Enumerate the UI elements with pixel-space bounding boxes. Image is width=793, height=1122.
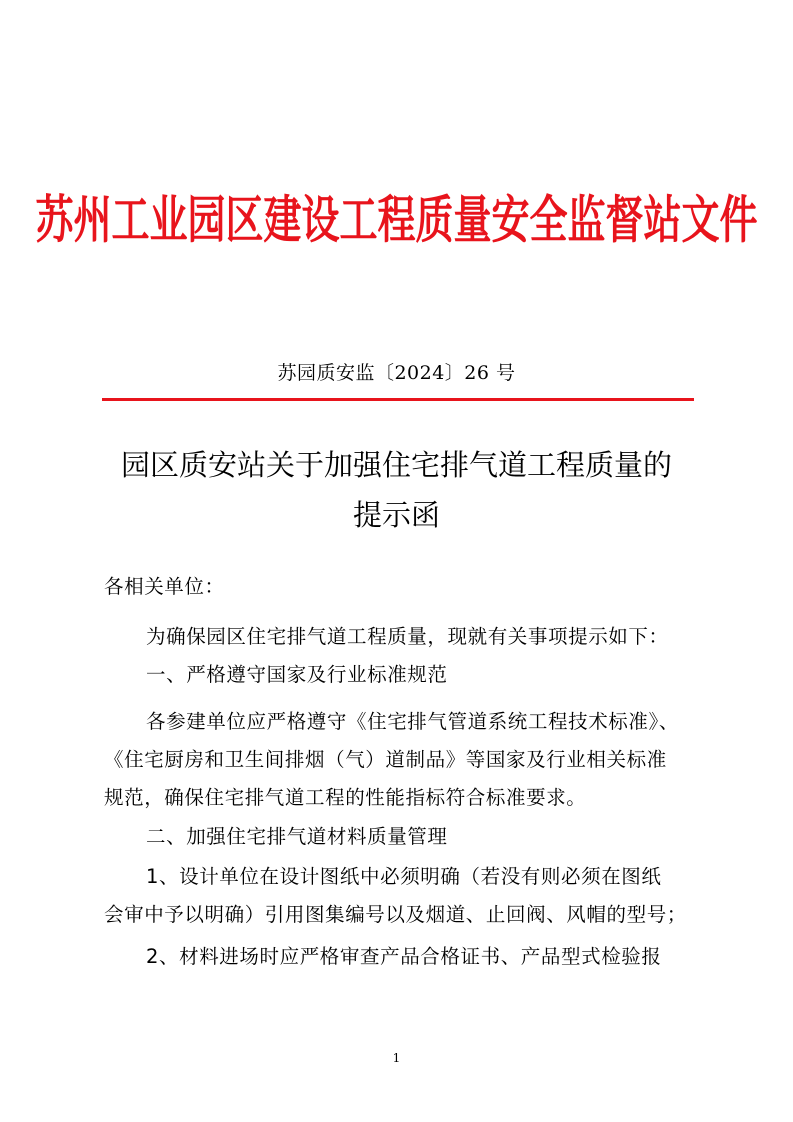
section-1-paragraph-line-2: 《住宅厨房和卫生间排烟（气）道制品》等国家及行业相关标准 (104, 748, 667, 771)
section-1-heading: 一、严格遵守国家及行业标准规范 (146, 663, 448, 686)
page-number: 1 (392, 1051, 401, 1065)
section-1-paragraph-line-1: 各参建单位应严格遵守《住宅排气管道系统工程技术标准》、 (146, 710, 679, 733)
item-2-line-1: 2、材料进场时应严格审查产品合格证书、产品型式检验报 (146, 945, 662, 968)
section-1-paragraph-line-3: 规范，确保住宅排气道工程的性能指标符合标准要求。 (104, 786, 587, 809)
intro-paragraph: 为确保园区住宅排气道工程质量，现就有关事项提示如下： (146, 625, 669, 648)
section-2-heading: 二、加强住宅排气道材料质量管理 (146, 825, 448, 848)
salutation: 各相关单位： (104, 575, 225, 598)
red-divider-line (102, 398, 694, 401)
title-line-1: 园区质安站关于加强住宅排气道工程质量的 (120, 448, 672, 482)
item-1-line-1: 1、设计单位在设计图纸中必须明确（若没有则必须在图纸 (146, 865, 662, 888)
document-title (0, 440, 793, 540)
issuing-authority-masthead: 苏州工业园区建设工程质量安全监督站文件 (35, 190, 758, 250)
document-number: 苏园质安监〔2024〕26 号 (277, 362, 516, 384)
title-line-2: 提示函 (352, 498, 440, 532)
item-1-line-2: 会审中予以明确）引用图集编号以及烟道、止回阀、风帽的型号； (104, 903, 687, 926)
